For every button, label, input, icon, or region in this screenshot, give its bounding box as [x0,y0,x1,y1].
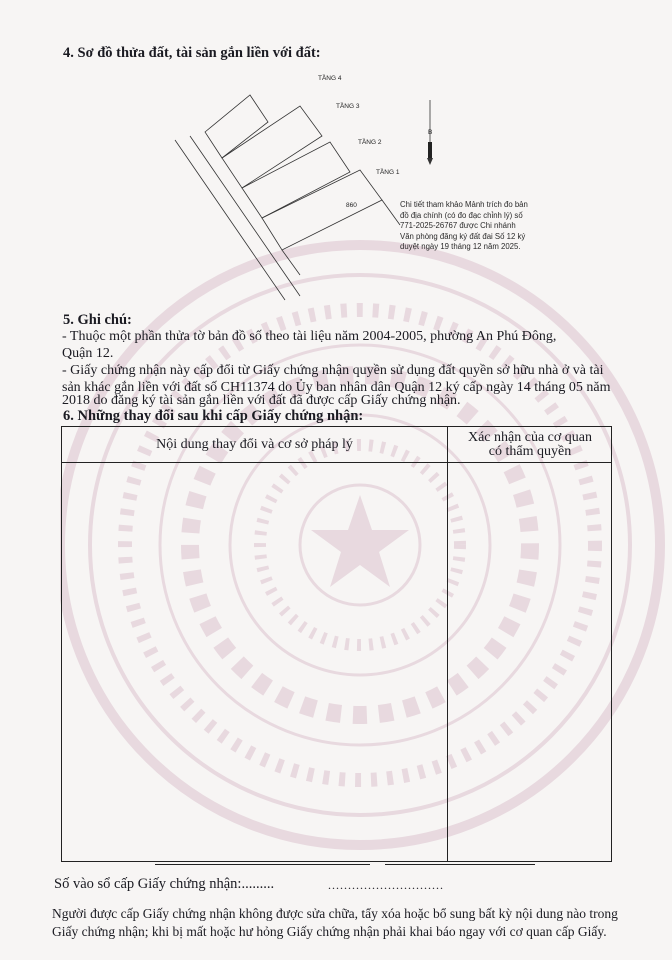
column-header-confirmation-line2: có thẩm quyền [488,444,572,459]
registry-number-dots: ............................. [328,878,444,892]
north-label: B [428,129,433,136]
header-divider [62,462,611,463]
changes-table [61,426,612,862]
bottom-border-right [385,864,535,865]
section4-title: 4. Sơ đồ thửa đất, tài sản gắn liền với đất: [63,45,321,61]
bottom-border-left [155,864,370,865]
registry-number-label: Số vào sổ cấp Giấy chứng nhận:......... [54,876,275,892]
scale-label: 860 [346,202,357,209]
floor-label-2: TẦNG 2 [358,139,382,146]
column-header-confirmation-line1: Xác nhận của cơ quan [467,430,592,445]
note2-line1: - Giấy chứng nhận này cấp đổi từ Giấy chứng nhận quyền sử dụng đất quyền sở hữu nhà ở và tài [62,363,604,378]
note2-line3: 2018 do đăng ký tài sản gắn liền với đất đã được cấp Giấy chứng nhận. [62,393,461,408]
note1-line2: Quận 12. [62,346,114,361]
section5-title: 5. Ghi chú: [63,312,132,328]
land-plot-sketch [150,70,570,310]
note1-line1: - Thuộc một phần thửa tờ bản đồ số theo tài liệu năm 2004-2005, phường An Phú Đông, [62,329,557,344]
reference-note: Chi tiết tham khảo Mảnh trích đo bản đồ địa chính (có đo đạc chỉnh lý) số 771-2025-26767 được Chi nhánh Văn phòng đăng ký đất đai Số 12 ký duyệt ngày 19 tháng 12 năm 2025. [400,200,528,252]
floor-label-1: TẦNG 1 [376,169,400,176]
floor-label-4: TẦNG 4 [318,75,342,82]
column-header-changes: Nội dung thay đổi và cơ sở pháp lý [156,437,353,452]
column-divider [447,427,448,861]
note2-line2: sản khác gắn liền với đất số CH11374 do Ủy ban nhân dân Quận 12 ký cấp ngày 14 tháng 05 năm [62,380,611,395]
floor-label-3: TẦNG 3 [336,103,360,110]
warning-note: Người được cấp Giấy chứng nhận không được sửa chữa, tẩy xóa hoặc bổ sung bất kỳ nội dung nào trong Giấy chứng nhận; khi bị mất hoặc hư hỏng Giấy chứng nhận phải khai báo ngay với cơ quan cấp Giấy. [52,906,618,939]
section6-title: 6. Những thay đổi sau khi cấp Giấy chứng nhận: [63,408,364,424]
